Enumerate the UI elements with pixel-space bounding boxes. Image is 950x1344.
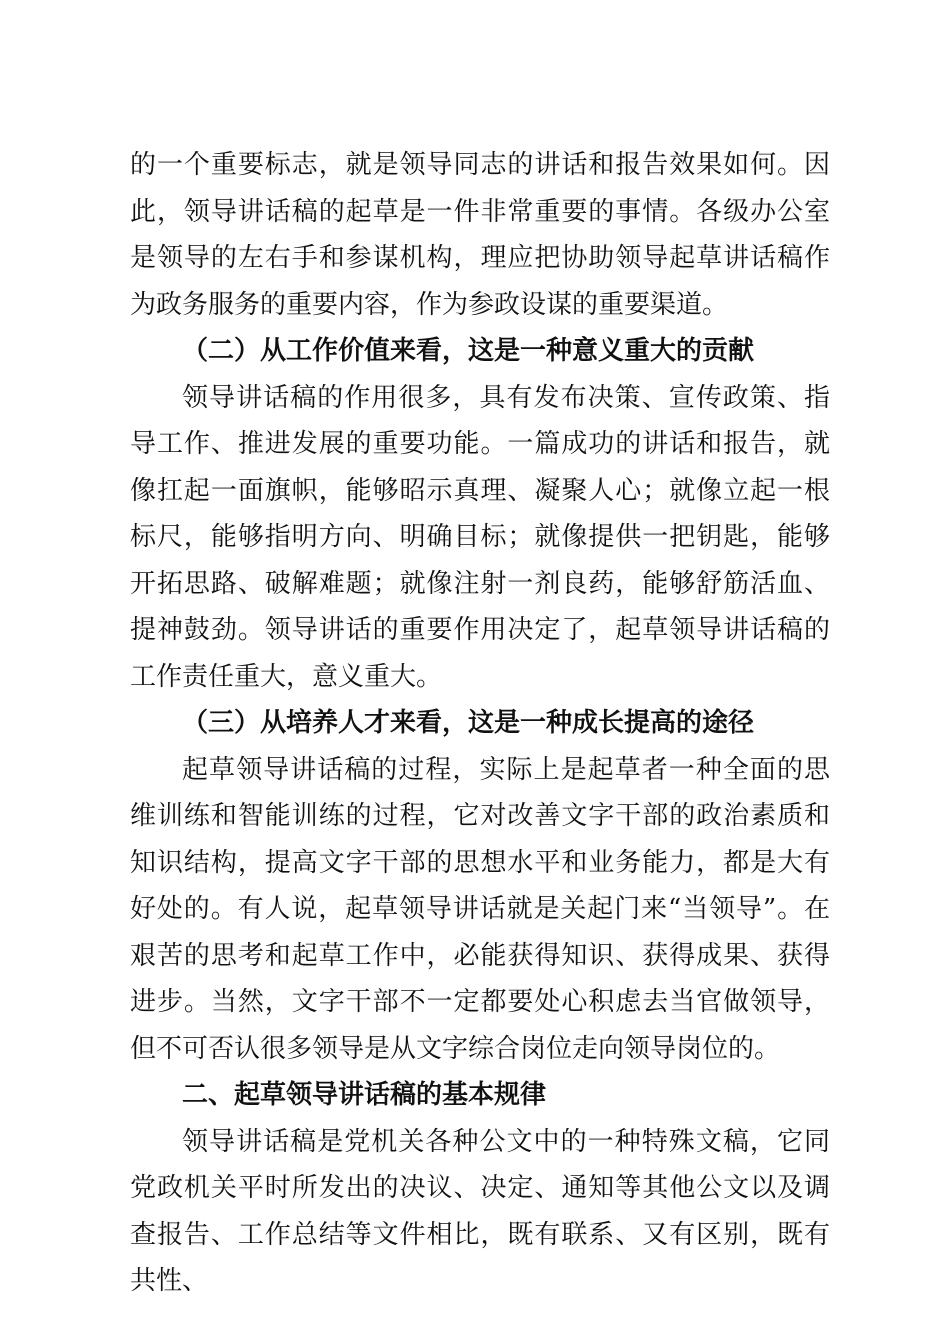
section-heading-3: （三）从培养人才来看，这是一种成长提高的途径 [182, 708, 755, 738]
section-heading-2: （二）从工作价值来看，这是一种意义重大的贡献 [182, 336, 755, 366]
paragraph-1: 的一个重要标志，就是领导同志的讲话和报告效果如何。因此，领导讲话稿的起草是一件非常重要的事情。各级办公室是领导的左右手和参谋机构，理应把协助领导起草讲话稿作为政务服务的重要内容，作为参政设谋的重要渠道。 [130, 150, 830, 320]
paragraph-4: 领导讲话稿是党机关各种公文中的一种特殊文稿，它同党政机关平时所发出的决议、决定、通知等其他公文以及调查报告、工作总结等文件相比，既有联系、又有区别，既有共性、 [130, 1126, 830, 1296]
paragraph-3: 起草领导讲话稿的过程，实际上是起草者一种全面的思维训练和智能训练的过程，它对改善文字干部的政治素质和知识结构，提高文字干部的思想水平和业务能力，都是大有好处的。有人说，起草领导讲话就是关起门来“当领导”。在艰苦的思考和起草工作中，必能获得知识、获得成果、获得进步。当然，文字干部不一定都要处心积虑去当官做领导，但不可否认很多领导是从文字综合岗位走向领导岗位的。 [130, 754, 830, 1064]
chapter-heading-2: 二、起草领导讲话稿的基本规律 [182, 1080, 547, 1110]
paragraph-2: 领导讲话稿的作用很多，具有发布决策、宣传政策、指导工作、推进发展的重要功能。一篇成功的讲话和报告，就像扛起一面旗帜，能够昭示真理、凝聚人心；就像立起一根标尺，能够指明方向、明确目标；就像提供一把钥匙，能够开拓思路、破解难题；就像注射一剂良药，能够舒筋活血、提神鼓劲。领导讲话的重要作用决定了，起草领导讲话稿的工作责任重大，意义重大。 [130, 382, 830, 692]
document-page [130, 142, 830, 1305]
